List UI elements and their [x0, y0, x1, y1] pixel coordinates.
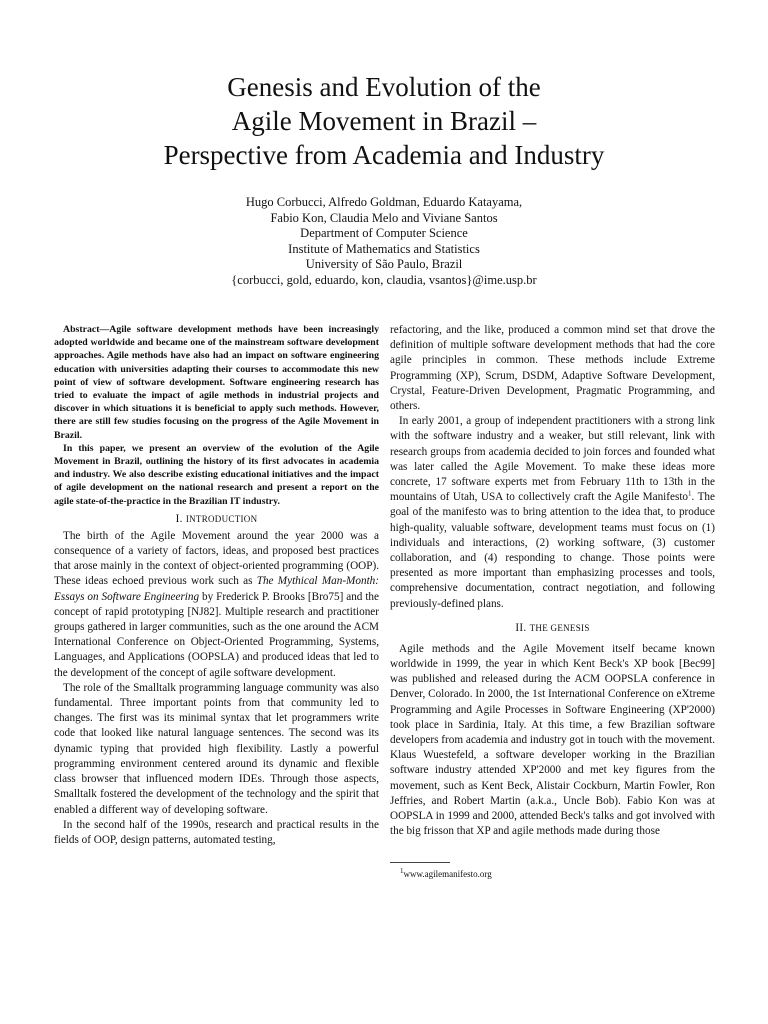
footnote-url: www.agilemanifesto.org [403, 869, 492, 879]
intro-paragraph-3: In the second half of the 1990s, research and practical results in the fields of OOP, design patterns, automated testing, [54, 818, 379, 846]
manifesto-text-a: In early 2001, a group of independent practitioners with a strong link with the software industry and a weaker, but still relevant, link with research groups from academia decided to join forces and founded what was later called the Agile Movement. To make these ideas more concrete, 17 software experts met from February 11th to 13th in the mountains of Utah, USA to collectively craft the Agile Manifesto [390, 415, 715, 504]
paper-title [0, 70, 768, 172]
section-heading-introduction [54, 512, 379, 527]
section-number: II. [515, 621, 530, 634]
intro-text-1b: by Frederick P. Brooks [Bro75] and the concept of rapid prototyping [NJ82]. Multiple research and practitioner groups gathered in larger communities, such as the one around the ACM International Conference on Object-Oriented Programming, Systems, Languages, and Applications (OOPSLA) and produced ideas that led to the development of the concept of agile software development. [54, 590, 379, 679]
abstract-paragraph-1 [54, 323, 379, 442]
author-emails: {corbucci, gold, eduardo, kon, claudia, vsantos}@ime.usp.br [231, 272, 537, 287]
footnote-rule [390, 862, 450, 863]
footnote [400, 868, 492, 880]
title-line-2: Agile Movement in Brazil – [231, 106, 537, 136]
authors-line-1: Hugo Corbucci, Alfredo Goldman, Eduardo Katayama, [245, 195, 523, 209]
section-heading-genesis [390, 621, 715, 636]
author-block [0, 195, 768, 289]
genesis-paragraph-1: Agile methods and the Agile Movement itself became known worldwide in 1999, the year in which Kent Beck's XP book [Bec99] was published and released during the ACM OOPSLA conference in Denver, Colorado. In 2000, the 1st International Conference on eXtreme Programming and Agile Processes in Software Engineering (XP'2000) took place in Sardinia, Italy. At this time, a few Brazilian software developers from academia and industry got in touch with the movement. Klaus Wuestefeld, a software developer working in the Brazilian software industry attended XP'2000 and met key figures from the movement, such as Kent Beck, Alistair Cockburn, Martin Fowler, Ron Jeffries, and Robert Martin (a.k.a., Uncle Bob). Fabio Kon was at OOPSLA in 1999 and 2000, attended Beck's talks and got involved with the big frisson that XP and agile methods made during those [390, 642, 715, 838]
right-paragraph-2 [390, 414, 715, 612]
section-title: INTRODUCTION [185, 513, 258, 524]
intro-paragraph-2: The role of the Smalltalk programming language community was also fundamental. Three important points from that community led to changes. The first was its minimal syntax that let programmers write code that looked like natural language sentences. The second was its dynamic typing that provided high flexibility. Lastly a powerful programming environment centered around its dynamic and flexible class browser that influenced modern IDEs. Through those aspects, Smalltalk fostered the development of the technology and the spirit that enabled a different way of developing software. [54, 681, 379, 816]
affiliation-university: University of São Paulo, Brazil [305, 257, 463, 272]
abstract-label: Abstract [63, 324, 100, 335]
section-number: I. [175, 512, 186, 525]
intro-paragraph-1 [54, 529, 379, 681]
book-title: The Mythical Man-Month: Essays on Software Engineering [54, 575, 379, 603]
title-line-1: Genesis and Evolution of the [227, 72, 541, 102]
footnote-number: 1 [400, 867, 404, 875]
manifesto-text-b: . The goal of the manifesto was to bring attention to the idea that, to produce high-quality, valuable software, development teams must focus on (1) individuals and interactions, (2) working software, (3) customer collaboration, and (4) responding to change. Those points were presented as more important than emphasizing processes and tools, comprehensive documentation, contract negotiation, and following previously-defined plans. [390, 491, 715, 610]
footnote-marker: 1 [688, 489, 692, 498]
left-column [54, 323, 379, 848]
right-column [390, 323, 715, 840]
affiliation-institute: Institute of Mathematics and Statistics [288, 241, 480, 256]
abstract-text-1: —Agile software development methods have been increasingly adopted worldwide and became one of the mainstream software development approaches. Agile methods have also had an impact on software engineering education with universities adapting their courses to accommodate this new point of view of software development. Software engineering research has tried to evaluate the impact of agile methods in industrial projects and discover in which situations it is beneficial to apply such methods. However, there are still few studies focusing on the progress of the Agile Movement in Brazil. [54, 324, 379, 441]
affiliation-department: Department of Computer Science [300, 226, 468, 241]
abstract-paragraph-2: In this paper, we present an overview of the evolution of the Agile Movement in Brazil, outlining the history of its first advocates in academia and industry. We also describe existing educational initiatives and the impact of agile development on the national research and present a report on the agile state-of-the-practice in the Brazilian IT industry. [54, 442, 379, 507]
section-title: THE GENESIS [529, 622, 590, 633]
title-line-3: Perspective from Academia and Industry [163, 140, 605, 170]
intro-text-1a: The birth of the Agile Movement around the year 2000 was a consequence of a variety of factors, ideas, and proposed best practices that arose mainly in the context of object-oriented programming (OOP). These ideas echoed previous work such as [54, 529, 379, 588]
right-paragraph-1: refactoring, and the like, produced a common mind set that drove the definition of multiple software development methods that had the core agile principles in common. These methods include Extreme Programming (XP), Scrum, DSDM, Adaptive Software Development, Crystal, Feature-Driven Development, Pragmatic Programming, and others. [390, 324, 715, 413]
authors-line-2: Fabio Kon, Claudia Melo and Viviane Santos [270, 210, 498, 225]
